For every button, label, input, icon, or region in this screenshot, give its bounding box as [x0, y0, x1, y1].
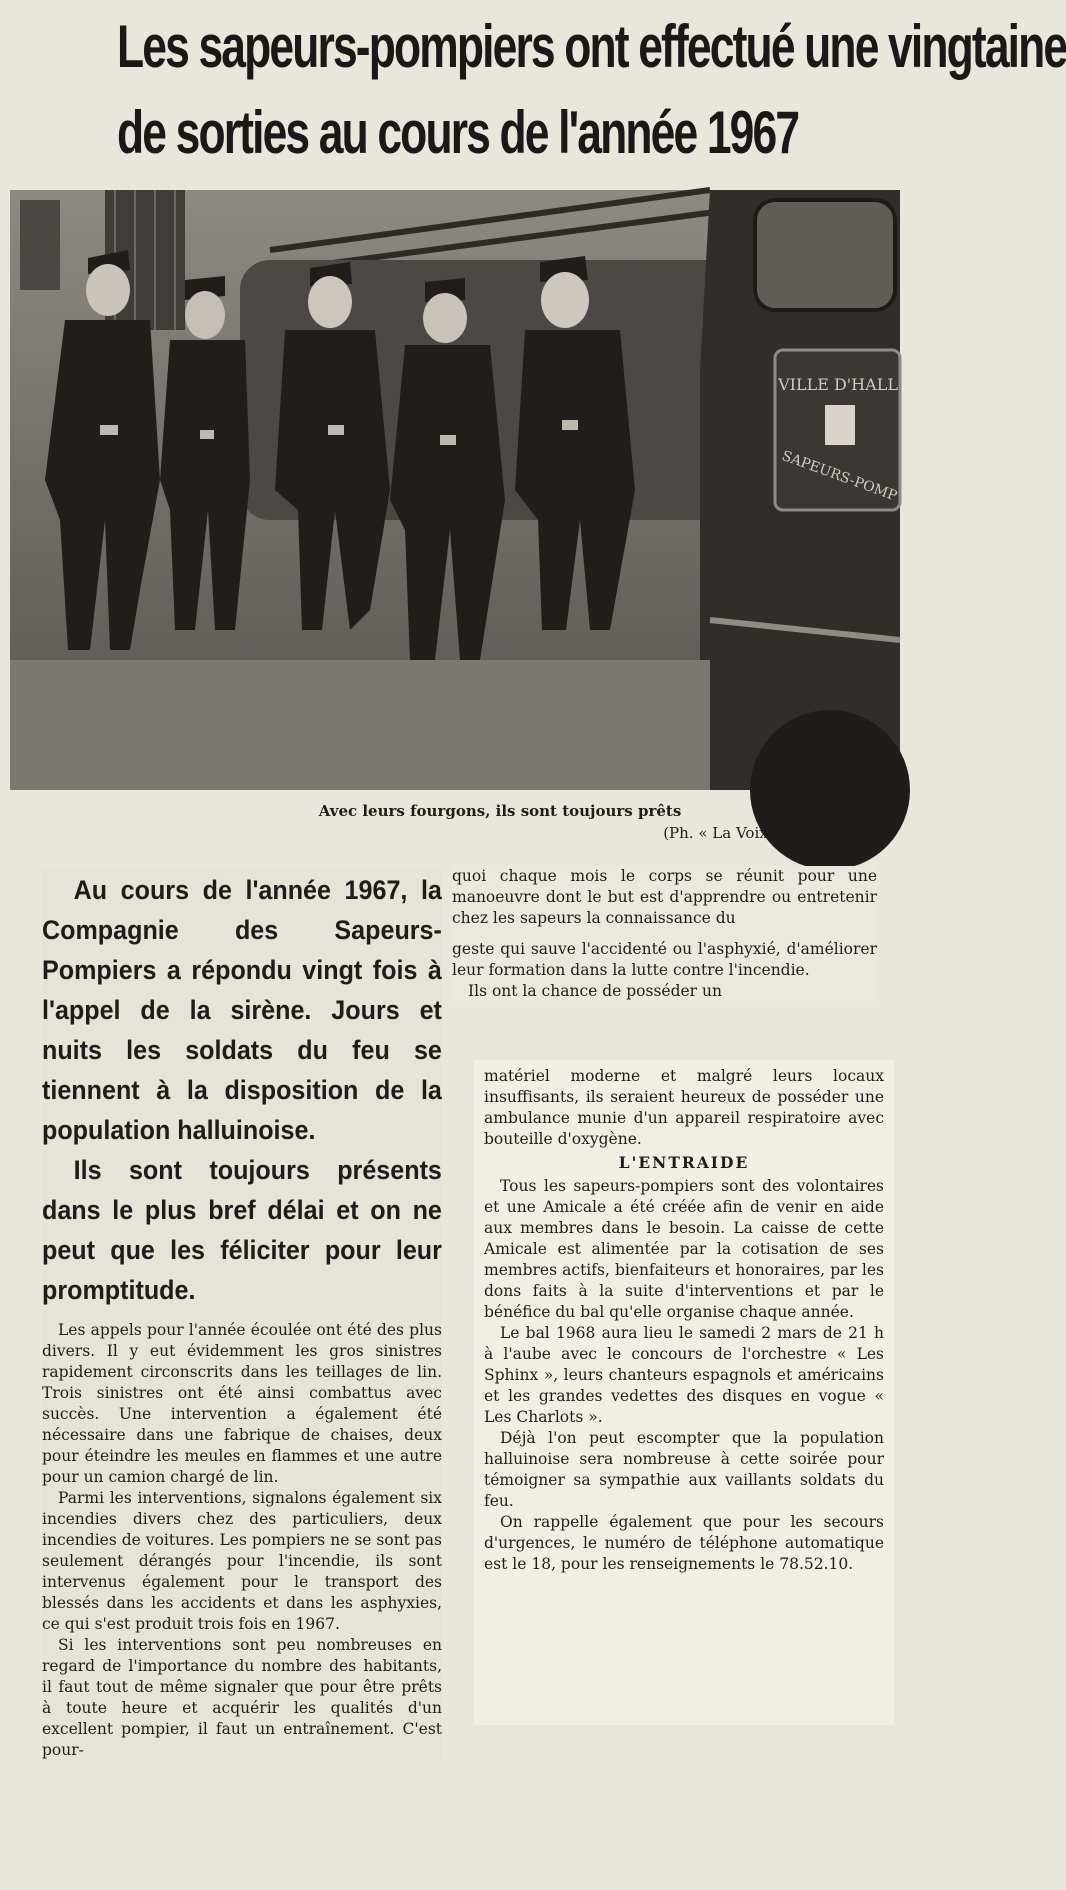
body-paragraph: Le bal 1968 aura lieu le samedi 2 mars de 21 h à l'aube avec le concours de l'orchestre « Les Sphinx », leurs chanteurs espagnols et américains et les grandes vedettes des disques en vogue « Les Charlots ».	[484, 1324, 884, 1426]
photo-caption	[10, 800, 860, 844]
body-paragraph: Tous les sapeurs-pompiers sont des volontaires et une Amicale a été créée afin de venir en aide aux membres dans le besoin. La caisse de cette Amicale est alimentée par la cotisation de ses membres actifs, bienfaiteurs et honoraires, par les dons faits à la suite d'interventions et par le bénéfice du bal qu'elle organise chaque année.	[484, 1177, 884, 1321]
caption-credit: (Ph. « La Voix du Nord »).	[663, 824, 860, 842]
body-paragraph: Les appels pour l'année écoulée ont été des plus divers. Il y eut évidemment les gros sinistres rapidement circonscrits dans les teillages de lin. Trois sinistres ont été ainsi combattus avec succès. Une intervention a également été nécessaire dans une fabrique de chaises, deux pour éteindre les meules en flammes et une autre pour un camion chargé de lin.	[42, 1321, 442, 1486]
photo-illustration	[10, 190, 900, 790]
body-paragraph: On rappelle également que pour les secours d'urgences, le numéro de téléphone automatique est le 18, pour les renseignements le 78.52.10.	[484, 1513, 884, 1573]
firefighters-photo	[10, 190, 900, 790]
body-paragraph: Parmi les interventions, signalons également six incendies divers chez des particuliers, deux incendies de voitures. Les pompiers ne se sont pas seulement dérangés pour l'incendie, ils sont intervenus également pour le transport des blessés dans les accidents et dans les asphyxies, ce qui s'est produit trois fois en 1967.	[42, 1489, 442, 1633]
body-paragraph: matériel moderne et malgré leurs locaux insuffisants, ils seraient heureux de posséder une ambulance munie d'un appareil respiratoire avec bouteille d'oxygène.	[484, 1067, 884, 1148]
headline-line-1: Les sapeurs-pompiers ont effectué une vingtaine	[117, 13, 1066, 80]
section-subhead: L'ENTRAIDE	[618, 1153, 750, 1172]
headline	[117, 4, 1066, 176]
article-column-2-top	[452, 866, 877, 1002]
truck-lettering-bottom: SAPEURS-POMP	[779, 448, 900, 505]
body-paragraph: quoi chaque mois le corps se réunit pour une manoeuvre dont le but est d'apprendre ou entretenir chez les sapeurs la connaissance du	[452, 867, 877, 927]
body-paragraph: Déjà l'on peut escompter que la population halluinoise sera nombreuse à cette soirée pour témoigner sa sympathie aux vaillants soldats du feu.	[484, 1429, 884, 1510]
headline-line-2: de sorties au cours de l'année 1967	[117, 99, 799, 166]
body-paragraph: Si les interventions sont peu nombreuses en regard de l'importance du nombre des habitants, il faut tout de même signaler que pour être prêts à toute heure et acquérir les qualités d'un excellent pompier, il faut un entraînement. C'est pour-	[42, 1636, 442, 1759]
truck-lettering-top: VILLE D'HALL	[778, 375, 898, 394]
caption-text: Avec leurs fourgons, ils sont toujours prêts	[318, 802, 682, 820]
lede-paragraph: Au cours de l'année 1967, la Compagnie des Sapeurs-Pompiers a répondu vingt fois à l'appel de la sirène. Jours et nuits les soldats du feu se tiennent à la disposition de la population halluinoise.	[42, 875, 442, 1145]
article-column-1	[42, 870, 442, 1761]
body-paragraph: Ils ont la chance de posséder un	[468, 982, 722, 1000]
article-column-2-bottom	[474, 1060, 894, 1725]
body-paragraph: geste qui sauve l'accidenté ou l'asphyxié, d'améliorer leur formation dans la lutte contre l'incendie.	[452, 940, 877, 979]
lede-paragraph: Ils sont toujours présents dans le plus bref délai et on ne peut que les féliciter pour leur promptitude.	[42, 1155, 442, 1305]
